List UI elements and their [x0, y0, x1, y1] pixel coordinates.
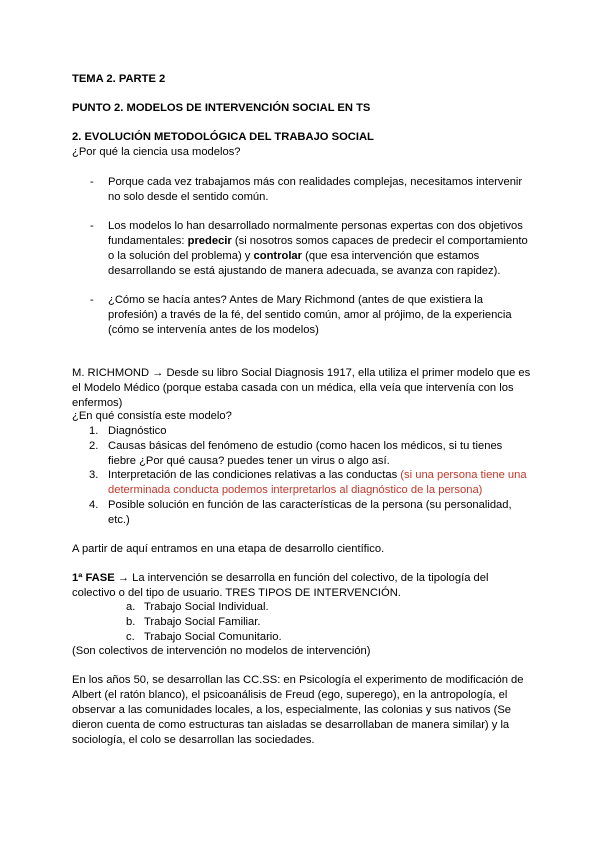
- fifties-line-2: Albert (el ratón blanco), el psicoanálisis de Freud (ego, superego), en la antropología, el: [72, 689, 508, 701]
- bullet-dash: -: [90, 294, 94, 306]
- text-run: → La intervención se desarrolla en función del colectivo, de la tipología del: [114, 572, 489, 584]
- text-run: (si nosotros somos capaces de predecir el comportamiento: [231, 235, 528, 247]
- bullet-2-line-1: Los modelos lo han desarrollado normalmente personas expertas con dos objetivos: [108, 220, 523, 232]
- predecir-keyword: predecir: [187, 235, 232, 247]
- fifties-line-1: En los años 50, se desarrollan las CC.SS: en Psicología el experimento de modificación de: [72, 674, 524, 686]
- fase-line-2: colectivo o del tipo de usuario. TRES TIPOS DE INTERVENCIÓN.: [72, 587, 401, 599]
- fase-label: 1ª FASE: [72, 572, 115, 584]
- list-number: 3.: [89, 469, 99, 481]
- richmond-line-1: M. RICHMOND → Desde su libro Social Diagnosis 1917, ella utiliza el primer modelo que es: [72, 367, 531, 379]
- list-item-4-line-1: Posible solución en función de las características de la persona (su personalidad,: [108, 499, 512, 511]
- fifties-line-4: dieron cuenta de como estructuras tan aisladas se desarrollaban de manera similar) y la: [72, 719, 510, 731]
- text-run: fundamentales:: [108, 235, 188, 247]
- bullet-dash: -: [90, 176, 94, 188]
- bullet-2-line-2: [108, 234, 528, 249]
- richmond-line-3: enfermos): [72, 397, 123, 409]
- list-number: 2.: [89, 440, 99, 452]
- model-question: ¿En qué consistía este modelo?: [72, 410, 232, 422]
- bullet-1-line-1: Porque cada vez trabajamos más con realidades complejas, necesitamos intervenir: [108, 176, 523, 188]
- list-letter: c.: [126, 631, 135, 643]
- red-text: si una persona tiene una: [404, 469, 527, 481]
- bullet-3-line-1: ¿Cómo se hacía antes? Antes de Mary Richmond (antes de que existiera la: [108, 294, 483, 306]
- red-paren: ): [478, 484, 483, 496]
- text-run: (que esa intervención que estamos: [302, 250, 480, 262]
- fase-line-1: [72, 571, 488, 586]
- text-run: Interpretación de las condiciones relativas a las conductas: [108, 469, 401, 481]
- list-item-3-line-1: [108, 468, 527, 483]
- scientific-stage: A partir de aquí entramos en una etapa de desarrollo científico.: [72, 543, 385, 555]
- section-heading: 2. EVOLUCIÓN METODOLÓGICA DEL TRABAJO SOCIAL: [72, 131, 374, 143]
- punto-heading: PUNTO 2. MODELOS DE INTERVENCIÓN SOCIAL EN TS: [72, 102, 371, 114]
- text-run: o la solución del problema) y: [108, 250, 254, 262]
- list-letter: a.: [126, 601, 136, 613]
- richmond-line-2: el Modelo Médico (porque estaba casada con un médica, ella veía que intervenía con los: [72, 382, 514, 394]
- bullet-2-line-4: desarrollando se está ajustando de manera adecuada, se avanza con rapidez).: [108, 265, 501, 277]
- bullet-1-line-2: no solo desde el sentido común.: [108, 191, 269, 203]
- intervention-type-familiar: Trabajo Social Familiar.: [144, 616, 261, 628]
- tema-heading: TEMA 2. PARTE 2: [72, 73, 166, 85]
- bullet-3-line-3: (cómo se intervenía antes de los modelos): [108, 324, 319, 336]
- intervention-type-individual: Trabajo Social Individual.: [144, 601, 269, 613]
- fase-note: (Son colectivos de intervención no modelos de intervención): [72, 645, 371, 657]
- list-item-2-line-1: Causas básicas del fenómeno de estudio (como hacen los médicos, si tu tienes: [108, 440, 503, 452]
- bullet-2-line-3: [108, 249, 479, 264]
- list-number: 1.: [89, 425, 99, 437]
- list-item-2-line-2: fiebre ¿Por qué causa? puedes tener un virus o algo así.: [108, 455, 390, 467]
- bullet-3-line-2: profesión) a través de la fé, del sentido común, amor al prójimo, de la experiencia: [108, 309, 512, 321]
- list-item-4-line-2: etc.): [108, 514, 130, 526]
- list-number: 4.: [89, 499, 99, 511]
- list-item-3-line-2: [108, 483, 482, 498]
- red-text: determinada conducta podemos interpretarlos al diagnóstico de la persona: [108, 484, 479, 496]
- list-letter: b.: [126, 616, 136, 628]
- list-item-1: Diagnóstico: [108, 425, 167, 437]
- red-paren: (: [400, 469, 405, 481]
- intervention-type-comunitario: Trabajo Social Comunitario.: [144, 631, 282, 643]
- bullet-dash: -: [90, 220, 94, 232]
- models-question: ¿Por qué la ciencia usa modelos?: [72, 146, 241, 158]
- fifties-line-5: sociología, el colo se desarrollan las sociedades.: [72, 734, 315, 746]
- fifties-line-3: observar a las comunidades locales, a los, especialmente, las colonias y sus nativos (Se: [72, 704, 512, 716]
- controlar-keyword: controlar: [253, 250, 303, 262]
